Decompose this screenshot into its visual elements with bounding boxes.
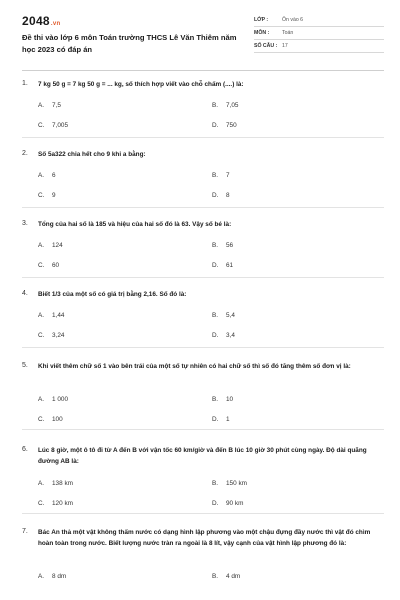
answer-option[interactable] <box>212 172 230 179</box>
question-number: 4. <box>22 290 28 297</box>
option-letter: B. <box>212 396 219 403</box>
option-letter: C. <box>38 416 45 423</box>
meta-key: MÔN : <box>254 30 270 36</box>
question-separator <box>22 347 384 348</box>
meta-row-subject <box>254 27 384 40</box>
option-value: 7,05 <box>226 102 239 109</box>
option-letter: D. <box>212 500 219 507</box>
question-text: Lúc 8 giờ, một ô tô đi từ A đến B với vận tốc 60 km/giờ và đến B lúc 10 giờ 30 phút cùng ngày. Độ dài quãng đường AB là: <box>38 447 367 465</box>
exam-meta <box>254 14 384 53</box>
option-value: 3,24 <box>52 332 65 339</box>
answer-option[interactable] <box>212 480 247 487</box>
option-value: 9 <box>52 192 56 199</box>
option-value: 3,4 <box>226 332 235 339</box>
answer-option[interactable] <box>212 396 233 403</box>
option-letter: D. <box>212 262 219 269</box>
page-title: Đề thi vào lớp 6 môn Toán trường THCS Lê Văn Thiêm năm học 2023 có đáp án <box>22 33 237 54</box>
logo[interactable] <box>22 14 60 28</box>
question-text: Tổng của hai số là 185 và hiệu của hai số đó là 63. Vậy số bé là: <box>38 221 232 228</box>
option-letter: C. <box>38 122 45 129</box>
option-letter: C. <box>38 192 45 199</box>
answer-option[interactable] <box>38 192 56 199</box>
question-text: 7 kg 50 g = 7 kg 50 g = ... kg, số thích hợp viết vào chỗ chấm (....) là: <box>38 81 244 88</box>
question-number: 1. <box>22 80 28 87</box>
meta-key: SỐ CÂU : <box>254 43 278 49</box>
question-7 <box>22 528 384 600</box>
option-value: 60 <box>52 262 60 269</box>
question-text: Số 5a322 chia hết cho 9 khi a bằng: <box>38 151 146 158</box>
logo-suffix: .vn <box>50 21 61 27</box>
option-letter: D. <box>212 122 219 129</box>
option-value: 138 km <box>52 480 73 487</box>
option-value: 120 km <box>52 500 73 507</box>
question-separator <box>22 513 384 514</box>
option-letter: D. <box>212 192 219 199</box>
option-value: 5,4 <box>226 312 235 319</box>
option-value: 56 <box>226 242 234 249</box>
option-value: 90 km <box>226 500 244 507</box>
answer-option[interactable] <box>38 242 63 249</box>
question-text: Bác An thả một vật không thấm nước có dạng hình lập phương vào một chậu đựng đầy nước thì vật đó chìm hoàn toàn trong nước. Biết lượng nước tràn ra ngoài là 8 lít, vậy cạnh của vật hình lập phương đó là: <box>38 529 371 547</box>
option-letter: A. <box>38 480 45 487</box>
option-letter: B. <box>212 102 219 109</box>
question-1 <box>22 80 384 134</box>
option-value: 124 <box>52 242 63 249</box>
answer-option[interactable] <box>38 312 64 319</box>
answer-option[interactable] <box>212 122 237 129</box>
question-number: 5. <box>22 362 28 369</box>
option-letter: C. <box>38 500 45 507</box>
answer-option[interactable] <box>212 500 243 507</box>
option-letter: B. <box>212 480 219 487</box>
option-value: 1 <box>226 416 230 423</box>
answer-option[interactable] <box>212 312 235 319</box>
option-letter: A. <box>38 396 45 403</box>
header-divider <box>22 70 384 71</box>
answer-option[interactable] <box>38 396 68 403</box>
option-letter: A. <box>38 573 45 580</box>
answer-option[interactable] <box>38 102 61 109</box>
answer-option[interactable] <box>38 500 73 507</box>
option-value: 61 <box>226 262 234 269</box>
answer-option[interactable] <box>212 102 238 109</box>
answer-option[interactable] <box>212 242 233 249</box>
question-5 <box>22 362 384 428</box>
question-separator <box>22 277 384 278</box>
meta-key: LỚP : <box>254 17 269 23</box>
option-letter: A. <box>38 172 45 179</box>
answer-option[interactable] <box>212 416 230 423</box>
question-3 <box>22 220 384 274</box>
question-separator <box>22 429 384 430</box>
option-letter: A. <box>38 312 45 319</box>
answer-option[interactable] <box>212 192 230 199</box>
meta-value: 17 <box>282 43 288 49</box>
option-letter: D. <box>212 416 219 423</box>
answer-option[interactable] <box>212 332 235 339</box>
question-number: 7. <box>22 528 28 535</box>
option-value: 150 km <box>226 480 247 487</box>
option-value: 8 <box>226 192 230 199</box>
option-letter: B. <box>212 172 219 179</box>
answer-option[interactable] <box>38 332 64 339</box>
question-number: 3. <box>22 220 28 227</box>
option-value: 7,5 <box>52 102 61 109</box>
option-letter: B. <box>212 573 219 580</box>
option-value: 1 000 <box>52 396 68 403</box>
option-value: 4 dm <box>226 573 241 580</box>
question-4 <box>22 290 384 344</box>
logo-text: 2048 <box>22 14 50 28</box>
option-letter: C. <box>38 262 45 269</box>
option-letter: A. <box>38 242 45 249</box>
option-value: 7,005 <box>52 122 68 129</box>
question-number: 2. <box>22 150 28 157</box>
answer-option[interactable] <box>212 262 233 269</box>
question-text: Biết 1/3 của một số có giá trị bằng 2,16. Số đó là: <box>38 291 187 298</box>
option-letter: A. <box>38 102 45 109</box>
option-value: 6 <box>52 172 56 179</box>
option-letter: D. <box>212 332 219 339</box>
option-value: 750 <box>226 122 237 129</box>
option-value: 8 dm <box>52 573 67 580</box>
option-value: 1,44 <box>52 312 65 319</box>
option-value: 10 <box>226 396 234 403</box>
question-separator <box>22 207 384 208</box>
option-value: 7 <box>226 172 230 179</box>
answer-option[interactable] <box>38 122 68 129</box>
question-text: Khi viết thêm chữ số 1 vào bên trái của một số tự nhiên có hai chữ số thì số đó tăng thêm số đơn vị là: <box>38 363 351 370</box>
meta-value: Ôn vào 6 <box>282 17 304 23</box>
question-number: 6. <box>22 446 28 453</box>
question-2 <box>22 150 384 204</box>
meta-row-class <box>254 14 384 27</box>
answer-option[interactable] <box>38 480 73 487</box>
answer-option[interactable] <box>212 573 240 580</box>
option-value: 100 <box>52 416 63 423</box>
meta-value: Toán <box>282 30 294 36</box>
question-6 <box>22 446 384 512</box>
question-separator <box>22 137 384 138</box>
answer-option[interactable] <box>38 573 66 580</box>
option-letter: C. <box>38 332 45 339</box>
answer-option[interactable] <box>38 416 63 423</box>
meta-row-count <box>254 40 384 53</box>
answer-option[interactable] <box>38 262 59 269</box>
option-letter: B. <box>212 242 219 249</box>
option-letter: B. <box>212 312 219 319</box>
answer-option[interactable] <box>38 172 56 179</box>
